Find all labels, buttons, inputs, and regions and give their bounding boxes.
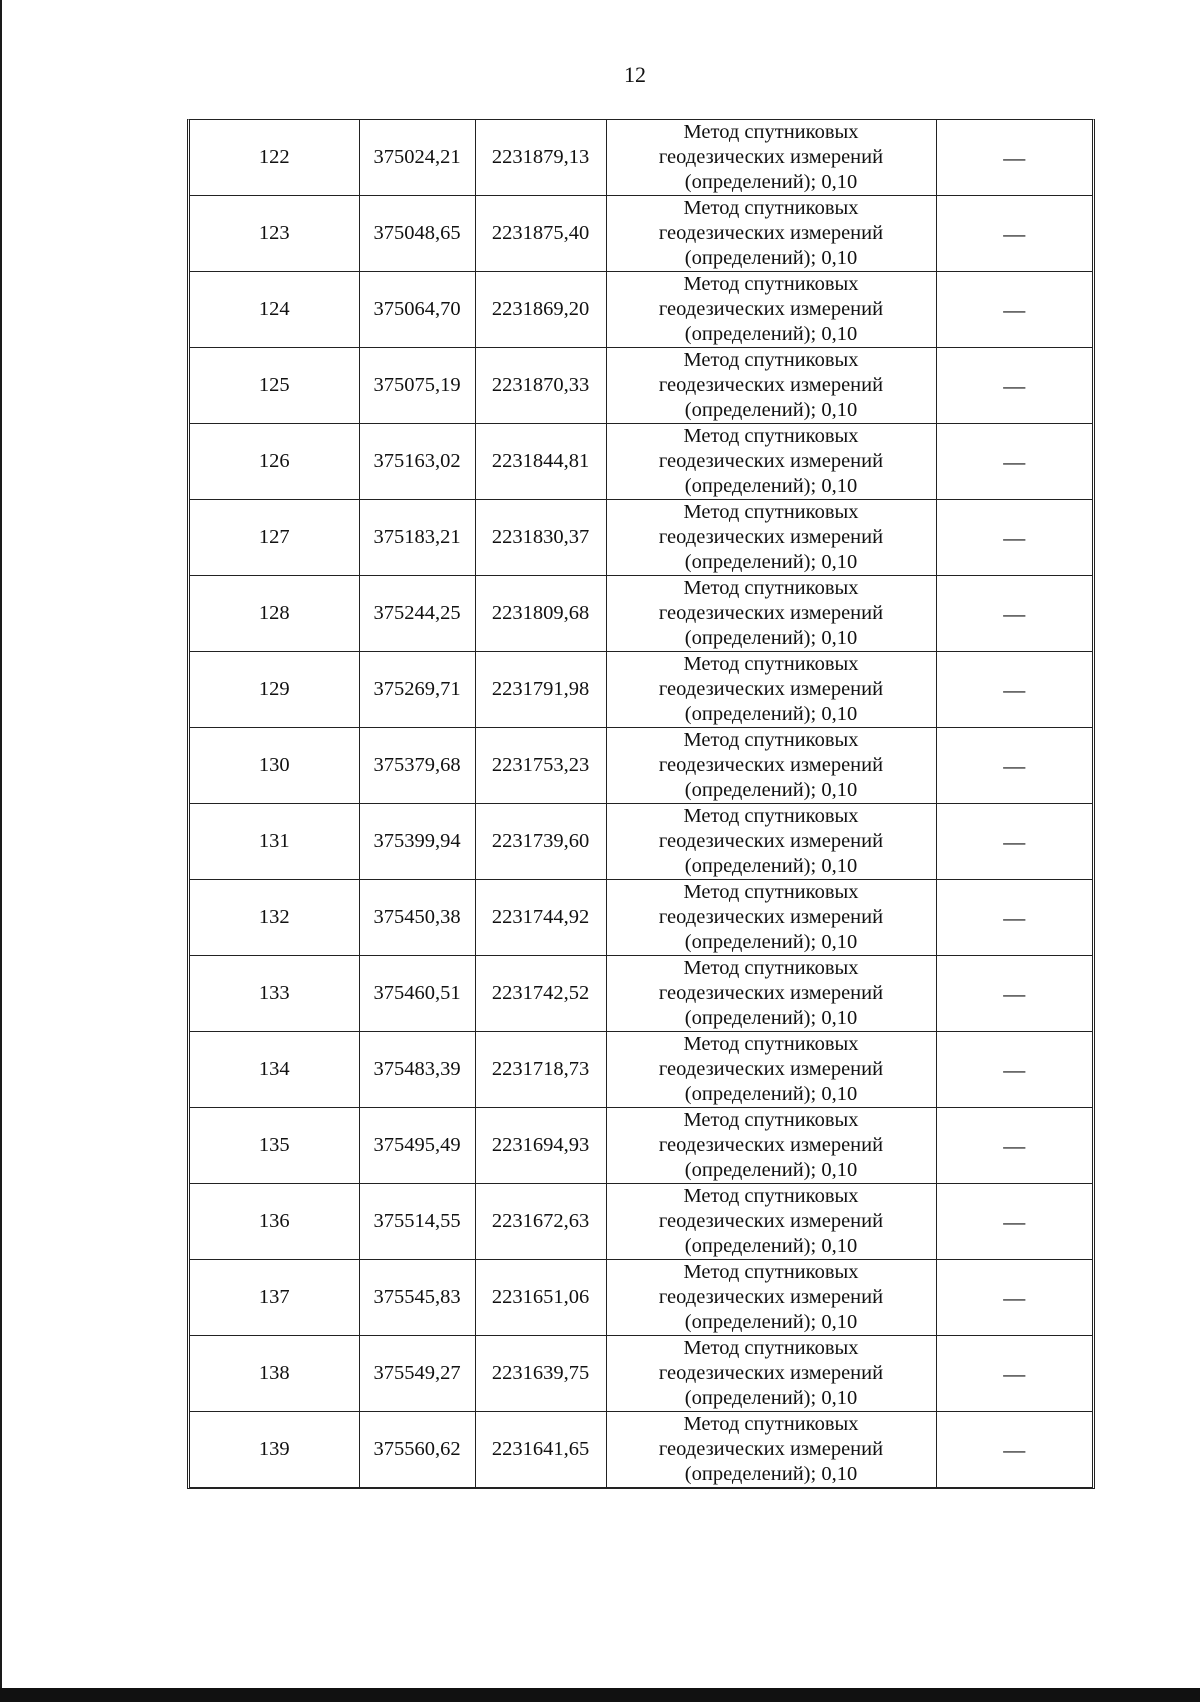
method-text-line: Метод спутниковых bbox=[683, 501, 859, 523]
dash-cell: — bbox=[936, 1184, 1092, 1260]
dash-cell: — bbox=[936, 880, 1092, 956]
method-text-line: геодезических измерений bbox=[658, 1058, 884, 1080]
scan-edge-left bbox=[0, 0, 2, 1702]
method-text-line: геодезических измерений bbox=[658, 298, 884, 320]
method-cell bbox=[606, 500, 936, 576]
method-cell bbox=[606, 1184, 936, 1260]
coordinate-x-cell: 375450,38 bbox=[359, 880, 475, 956]
point-number-cell: 135 bbox=[190, 1108, 359, 1184]
method-text-line: геодезических измерений bbox=[658, 1286, 884, 1308]
method-text-line: геодезических измерений bbox=[658, 146, 884, 168]
dash-cell: — bbox=[936, 424, 1092, 500]
method-text-line: (определений); 0,10 bbox=[684, 1311, 858, 1333]
point-number-cell: 134 bbox=[190, 1032, 359, 1108]
table-row bbox=[190, 120, 1092, 196]
method-text-line: Метод спутниковых bbox=[683, 273, 859, 295]
point-number-cell: 125 bbox=[190, 348, 359, 424]
table-row bbox=[190, 500, 1092, 576]
table-row bbox=[190, 1108, 1092, 1184]
point-number-cell: 136 bbox=[190, 1184, 359, 1260]
coordinate-x-cell: 375183,21 bbox=[359, 500, 475, 576]
method-text-line: Метод спутниковых bbox=[683, 1033, 859, 1055]
table-body bbox=[190, 120, 1092, 1487]
method-text-line: Метод спутниковых bbox=[683, 1185, 859, 1207]
method-text-line: (определений); 0,10 bbox=[684, 1235, 858, 1257]
method-text-line: (определений); 0,10 bbox=[684, 171, 858, 193]
method-text-line: (определений); 0,10 bbox=[684, 551, 858, 573]
dash-cell: — bbox=[936, 272, 1092, 348]
coordinate-y-cell: 2231791,98 bbox=[475, 652, 606, 728]
method-text-line: Метод спутниковых bbox=[683, 1261, 859, 1283]
coordinates-table-frame bbox=[187, 119, 1095, 1489]
dash-cell: — bbox=[936, 804, 1092, 880]
dash-cell: — bbox=[936, 120, 1092, 196]
page-number: 12 bbox=[624, 62, 646, 87]
method-text-line: Метод спутниковых bbox=[683, 1413, 859, 1435]
dash-cell: — bbox=[936, 1108, 1092, 1184]
point-number-cell: 123 bbox=[190, 196, 359, 272]
method-text-line: геодезических измерений bbox=[658, 906, 884, 928]
method-text-line: Метод спутниковых bbox=[683, 957, 859, 979]
method-text-line: Метод спутниковых bbox=[683, 349, 859, 371]
method-text-line: Метод спутниковых bbox=[683, 729, 859, 751]
point-number-cell: 127 bbox=[190, 500, 359, 576]
method-text-line: (определений); 0,10 bbox=[684, 1083, 858, 1105]
point-number-cell: 129 bbox=[190, 652, 359, 728]
method-text-line: геодезических измерений bbox=[658, 830, 884, 852]
method-text-line: (определений); 0,10 bbox=[684, 1387, 858, 1409]
method-text-line: геодезических измерений bbox=[658, 450, 884, 472]
coordinate-y-cell: 2231830,37 bbox=[475, 500, 606, 576]
point-number-cell: 130 bbox=[190, 728, 359, 804]
method-text-line: геодезических измерений bbox=[658, 1438, 884, 1460]
coordinate-y-cell: 2231875,40 bbox=[475, 196, 606, 272]
point-number-cell: 128 bbox=[190, 576, 359, 652]
method-text-line: геодезических измерений bbox=[658, 374, 884, 396]
method-cell bbox=[606, 1108, 936, 1184]
point-number-cell: 124 bbox=[190, 272, 359, 348]
table-row bbox=[190, 804, 1092, 880]
method-text-line: (определений); 0,10 bbox=[684, 399, 858, 421]
coordinate-x-cell: 375064,70 bbox=[359, 272, 475, 348]
coordinates-table bbox=[190, 120, 1092, 1487]
dash-cell: — bbox=[936, 1336, 1092, 1412]
method-text-line: (определений); 0,10 bbox=[684, 475, 858, 497]
table-row bbox=[190, 1336, 1092, 1412]
method-text-line: Метод спутниковых bbox=[683, 1109, 859, 1131]
table-row bbox=[190, 1184, 1092, 1260]
method-cell bbox=[606, 1336, 936, 1412]
coordinate-x-cell: 375483,39 bbox=[359, 1032, 475, 1108]
method-text-line: Метод спутниковых bbox=[683, 577, 859, 599]
point-number-cell: 139 bbox=[190, 1412, 359, 1488]
method-text-line: (определений); 0,10 bbox=[684, 779, 858, 801]
method-text-line: Метод спутниковых bbox=[683, 1337, 859, 1359]
method-cell bbox=[606, 120, 936, 196]
coordinate-x-cell: 375048,65 bbox=[359, 196, 475, 272]
method-text-line: (определений); 0,10 bbox=[684, 1007, 858, 1029]
table-row bbox=[190, 1032, 1092, 1108]
coordinate-y-cell: 2231870,33 bbox=[475, 348, 606, 424]
method-cell bbox=[606, 576, 936, 652]
coordinate-x-cell: 375024,21 bbox=[359, 120, 475, 196]
coordinate-x-cell: 375560,62 bbox=[359, 1412, 475, 1488]
method-cell bbox=[606, 728, 936, 804]
coordinate-x-cell: 375379,68 bbox=[359, 728, 475, 804]
point-number-cell: 133 bbox=[190, 956, 359, 1032]
scan-edge-bottom bbox=[0, 1688, 1200, 1702]
coordinate-x-cell: 375514,55 bbox=[359, 1184, 475, 1260]
table-row bbox=[190, 652, 1092, 728]
dash-cell: — bbox=[936, 348, 1092, 424]
method-text-line: Метод спутниковых bbox=[683, 805, 859, 827]
dash-cell: — bbox=[936, 652, 1092, 728]
coordinate-y-cell: 2231718,73 bbox=[475, 1032, 606, 1108]
method-text-line: Метод спутниковых bbox=[683, 425, 859, 447]
table-row bbox=[190, 728, 1092, 804]
point-number-cell: 132 bbox=[190, 880, 359, 956]
table-row bbox=[190, 424, 1092, 500]
coordinate-y-cell: 2231742,52 bbox=[475, 956, 606, 1032]
coordinate-x-cell: 375545,83 bbox=[359, 1260, 475, 1336]
method-text-line: Метод спутниковых bbox=[683, 653, 859, 675]
point-number-cell: 122 bbox=[190, 120, 359, 196]
method-text-line: геодезических измерений bbox=[658, 1134, 884, 1156]
coordinate-x-cell: 375495,49 bbox=[359, 1108, 475, 1184]
coordinate-x-cell: 375460,51 bbox=[359, 956, 475, 1032]
method-text-line: Метод спутниковых bbox=[683, 121, 859, 143]
table-row bbox=[190, 1260, 1092, 1336]
method-cell bbox=[606, 956, 936, 1032]
coordinate-x-cell: 375399,94 bbox=[359, 804, 475, 880]
method-cell bbox=[606, 804, 936, 880]
method-cell bbox=[606, 880, 936, 956]
dash-cell: — bbox=[936, 1032, 1092, 1108]
method-cell bbox=[606, 272, 936, 348]
table-row bbox=[190, 272, 1092, 348]
method-text-line: (определений); 0,10 bbox=[684, 1463, 858, 1485]
table-row bbox=[190, 1412, 1092, 1488]
method-text-line: геодезических измерений bbox=[658, 1362, 884, 1384]
coordinate-x-cell: 375163,02 bbox=[359, 424, 475, 500]
method-text-line: геодезических измерений bbox=[658, 526, 884, 548]
method-text-line: (определений); 0,10 bbox=[684, 1159, 858, 1181]
coordinate-x-cell: 375549,27 bbox=[359, 1336, 475, 1412]
dash-cell: — bbox=[936, 576, 1092, 652]
method-text-line: Метод спутниковых bbox=[683, 197, 859, 219]
coordinate-y-cell: 2231639,75 bbox=[475, 1336, 606, 1412]
method-text-line: геодезических измерений bbox=[658, 678, 884, 700]
method-text-line: Метод спутниковых bbox=[683, 881, 859, 903]
method-cell bbox=[606, 196, 936, 272]
coordinate-x-cell: 375244,25 bbox=[359, 576, 475, 652]
method-text-line: (определений); 0,10 bbox=[684, 703, 858, 725]
dash-cell: — bbox=[936, 1260, 1092, 1336]
method-text-line: (определений); 0,10 bbox=[684, 247, 858, 269]
coordinate-y-cell: 2231694,93 bbox=[475, 1108, 606, 1184]
table-row bbox=[190, 576, 1092, 652]
dash-cell: — bbox=[936, 728, 1092, 804]
coordinate-x-cell: 375075,19 bbox=[359, 348, 475, 424]
method-text-line: геодезических измерений bbox=[658, 754, 884, 776]
method-text-line: геодезических измерений bbox=[658, 222, 884, 244]
point-number-cell: 126 bbox=[190, 424, 359, 500]
coordinate-y-cell: 2231641,65 bbox=[475, 1412, 606, 1488]
table-row bbox=[190, 196, 1092, 272]
method-text-line: геодезических измерений bbox=[658, 602, 884, 624]
coordinate-y-cell: 2231672,63 bbox=[475, 1184, 606, 1260]
method-text-line: (определений); 0,10 bbox=[684, 627, 858, 649]
table-row bbox=[190, 348, 1092, 424]
method-cell bbox=[606, 1032, 936, 1108]
coordinate-y-cell: 2231753,23 bbox=[475, 728, 606, 804]
point-number-cell: 138 bbox=[190, 1336, 359, 1412]
method-cell bbox=[606, 424, 936, 500]
point-number-cell: 137 bbox=[190, 1260, 359, 1336]
coordinate-y-cell: 2231651,06 bbox=[475, 1260, 606, 1336]
method-cell bbox=[606, 348, 936, 424]
method-text-line: (определений); 0,10 bbox=[684, 855, 858, 877]
coordinate-y-cell: 2231809,68 bbox=[475, 576, 606, 652]
dash-cell: — bbox=[936, 196, 1092, 272]
method-cell bbox=[606, 1412, 936, 1488]
coordinate-y-cell: 2231879,13 bbox=[475, 120, 606, 196]
method-cell bbox=[606, 1260, 936, 1336]
dash-cell: — bbox=[936, 500, 1092, 576]
coordinate-y-cell: 2231739,60 bbox=[475, 804, 606, 880]
method-text-line: геодезических измерений bbox=[658, 982, 884, 1004]
dash-cell: — bbox=[936, 1412, 1092, 1488]
coordinate-y-cell: 2231844,81 bbox=[475, 424, 606, 500]
coordinate-y-cell: 2231744,92 bbox=[475, 880, 606, 956]
coordinate-y-cell: 2231869,20 bbox=[475, 272, 606, 348]
method-cell bbox=[606, 652, 936, 728]
method-text-line: геодезических измерений bbox=[658, 1210, 884, 1232]
table-row bbox=[190, 956, 1092, 1032]
method-text-line: (определений); 0,10 bbox=[684, 931, 858, 953]
table-row bbox=[190, 880, 1092, 956]
coordinate-x-cell: 375269,71 bbox=[359, 652, 475, 728]
dash-cell: — bbox=[936, 956, 1092, 1032]
method-text-line: (определений); 0,10 bbox=[684, 323, 858, 345]
point-number-cell: 131 bbox=[190, 804, 359, 880]
